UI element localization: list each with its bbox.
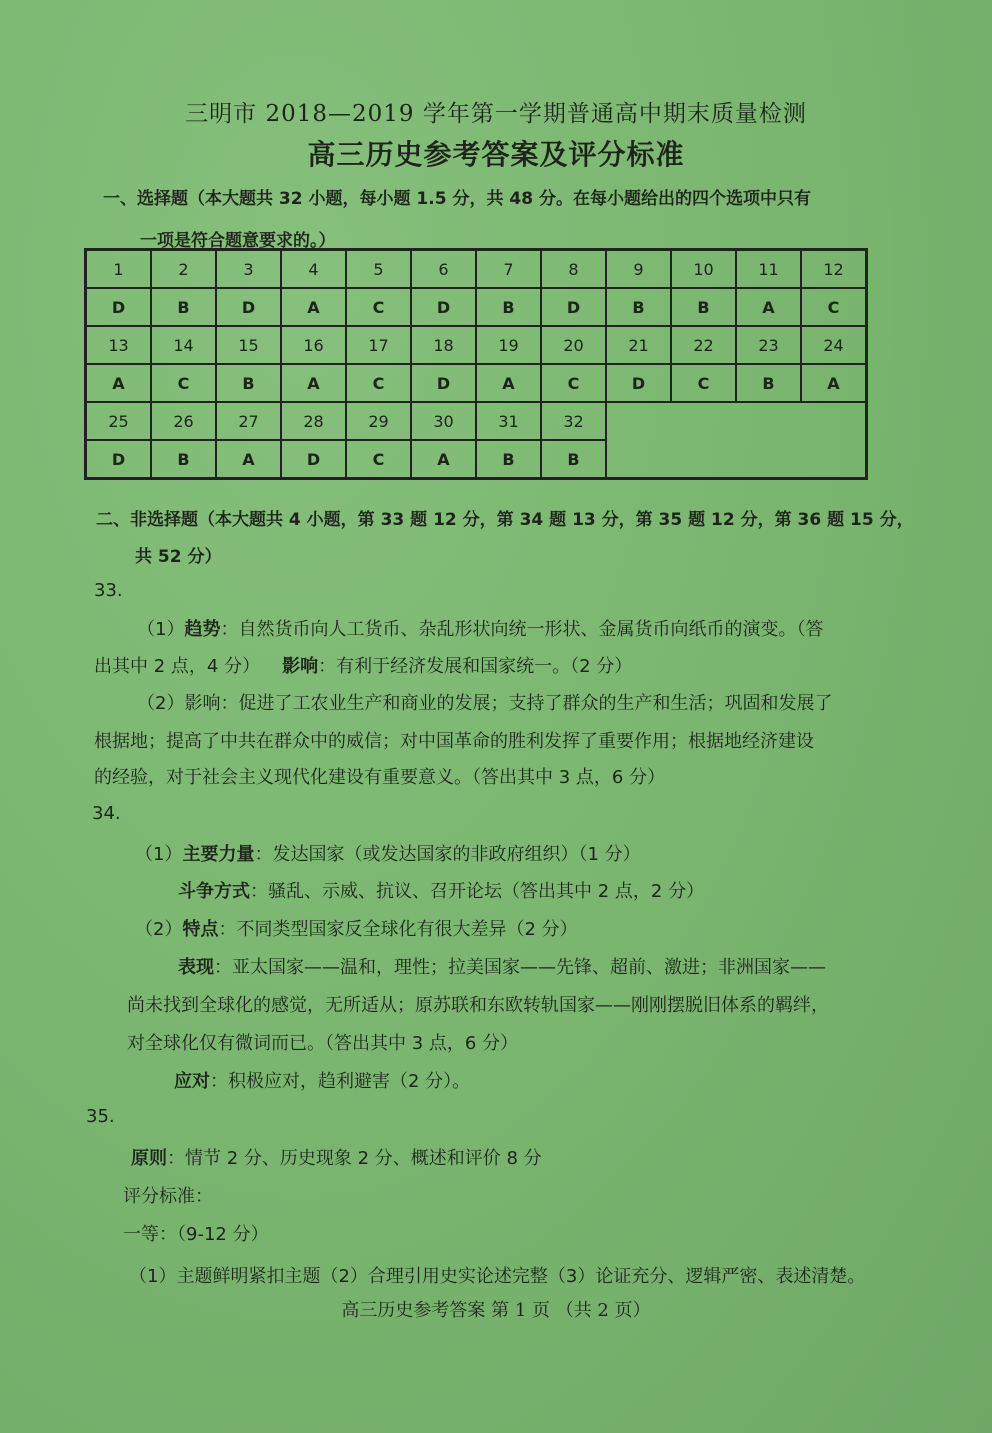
answer-letter-cell: C bbox=[541, 364, 606, 402]
answer-letter-cell: B bbox=[736, 364, 801, 402]
question-number-cell: 1 bbox=[86, 250, 152, 289]
q34-part2-prefix: （2） bbox=[135, 919, 183, 940]
q33-number: 33. bbox=[94, 580, 123, 601]
q33-part1-line1 bbox=[137, 615, 823, 641]
question-number-cell: 25 bbox=[86, 402, 152, 440]
answer-letter-cell: A bbox=[476, 364, 541, 402]
answer-letter-cell: B bbox=[476, 288, 541, 326]
answer-letter-cell: B bbox=[151, 288, 216, 326]
answer-number-row bbox=[86, 326, 867, 364]
q35-grade1-heading: 一等：（9-12 分） bbox=[123, 1224, 269, 1245]
q35-principle-text: ：情节 2 分、历史现象 2 分、概述和评价 8 分 bbox=[167, 1148, 542, 1169]
question-number-cell: 6 bbox=[411, 250, 476, 289]
answer-letter-cell: D bbox=[281, 440, 346, 479]
answer-letter-cell: C bbox=[346, 288, 411, 326]
answer-letter-cell: C bbox=[346, 440, 411, 479]
q33-part1-prefix: （1） bbox=[137, 619, 185, 640]
question-number-cell: 20 bbox=[541, 326, 606, 364]
question-number-cell: 26 bbox=[151, 402, 216, 440]
answer-letter-cell: B bbox=[606, 288, 671, 326]
question-number-cell: 21 bbox=[606, 326, 671, 364]
section2-heading-line1: 二、非选择题（本大题共 4 小题，第 33 题 12 分，第 34 题 13 分，第 35 题 12 分，第 36 题 15 分， bbox=[96, 510, 914, 530]
q35-number: 35. bbox=[86, 1106, 115, 1127]
q35-principle-label: 原则 bbox=[131, 1148, 167, 1169]
question-number-cell: 8 bbox=[541, 250, 606, 289]
answer-letter-cell: A bbox=[216, 440, 281, 479]
answer-letter-cell: D bbox=[86, 288, 152, 326]
q33-part2-line3: 的经验，对于社会主义现代化建设有重要意义。（答出其中 3 点，6 分） bbox=[94, 767, 666, 788]
page-footer: 高三历史参考答案 第 1 页 （共 2 页） bbox=[341, 1300, 651, 1321]
q34-performance-line1 bbox=[178, 953, 826, 979]
q34-struggle-text: ：骚乱、示威、抗议、召开论坛（答出其中 2 点，2 分） bbox=[250, 881, 705, 902]
question-number-cell: 10 bbox=[671, 250, 736, 289]
section1-heading-line2: 一项是符合题意要求的。） bbox=[140, 231, 336, 251]
empty-table-area bbox=[606, 402, 867, 479]
question-number-cell: 7 bbox=[476, 250, 541, 289]
q33-part1-line2 bbox=[94, 652, 632, 678]
answer-letter-cell: A bbox=[801, 364, 867, 402]
answer-table bbox=[84, 248, 868, 480]
answer-letter-cell: A bbox=[736, 288, 801, 326]
answer-letter-cell: B bbox=[216, 364, 281, 402]
question-number-cell: 19 bbox=[476, 326, 541, 364]
question-number-cell: 3 bbox=[216, 250, 281, 289]
answer-letter-cell: A bbox=[86, 364, 152, 402]
exam-title: 三明市 2018—2019 学年第一学期普通高中期末质量检测 bbox=[185, 101, 807, 127]
answer-letter-cell: D bbox=[216, 288, 281, 326]
answer-letter-cell: C bbox=[346, 364, 411, 402]
q34-performance-text1: ：亚太国家——温和，理性；拉美国家——先锋、超前、激进；非洲国家—— bbox=[214, 957, 826, 978]
q34-performance-line2: 尚未找到全球化的感觉，无所适从；原苏联和东欧转轨国家——刚刚摆脱旧体系的羁绊， bbox=[127, 995, 829, 1016]
q33-trend-label: 趋势 bbox=[184, 619, 221, 640]
q33-part2-line1: （2）影响：促进了工农业生产和商业的发展；支持了群众的生产和生活；巩固和发展了 bbox=[137, 693, 833, 714]
q34-part2-line1 bbox=[135, 915, 578, 941]
q34-struggle-label: 斗争方式 bbox=[178, 881, 250, 902]
q33-impact-text: ：有利于经济发展和国家统一。（2 分） bbox=[318, 656, 633, 677]
q34-part1-prefix: （1） bbox=[135, 844, 183, 865]
question-number-cell: 2 bbox=[151, 250, 216, 289]
answer-number-row bbox=[86, 250, 867, 289]
answer-letter-cell: D bbox=[411, 364, 476, 402]
question-number-cell: 13 bbox=[86, 326, 152, 364]
q34-part1-line1 bbox=[135, 840, 641, 866]
question-number-cell: 4 bbox=[281, 250, 346, 289]
answer-letter-cell: B bbox=[671, 288, 736, 326]
question-number-cell: 17 bbox=[346, 326, 411, 364]
answer-letter-cell: B bbox=[541, 440, 606, 479]
q33-trend-text: ：自然货币向人工货币、杂乱形状向统一形状、金属货币向纸币的演变。（答 bbox=[220, 619, 824, 640]
question-number-cell: 32 bbox=[541, 402, 606, 440]
q33-impact-label: 影响 bbox=[282, 656, 319, 677]
q34-main-force-label: 主要力量 bbox=[182, 844, 255, 865]
question-number-cell: 22 bbox=[671, 326, 736, 364]
q34-response-text: ：积极应对，趋利避害（2 分）。 bbox=[210, 1071, 471, 1092]
answer-number-row bbox=[86, 402, 867, 440]
answer-letter-cell: C bbox=[671, 364, 736, 402]
question-number-cell: 5 bbox=[346, 250, 411, 289]
answer-letter-cell: A bbox=[411, 440, 476, 479]
q34-feature-text: ：不同类型国家反全球化有很大差异（2 分） bbox=[218, 919, 578, 940]
document-title: 高三历史参考答案及评分标准 bbox=[307, 138, 685, 171]
answer-letter-cell: A bbox=[281, 288, 346, 326]
answer-letter-cell: A bbox=[281, 364, 346, 402]
q35-principle-line bbox=[131, 1144, 542, 1170]
question-number-cell: 18 bbox=[411, 326, 476, 364]
question-number-cell: 15 bbox=[216, 326, 281, 364]
question-number-cell: 31 bbox=[476, 402, 541, 440]
question-number-cell: 9 bbox=[606, 250, 671, 289]
q35-criteria-heading: 评分标准： bbox=[123, 1186, 213, 1207]
question-number-cell: 14 bbox=[151, 326, 216, 364]
question-number-cell: 29 bbox=[346, 402, 411, 440]
q34-response-label: 应对 bbox=[174, 1071, 210, 1092]
answer-letter-cell: C bbox=[151, 364, 216, 402]
q33-part2-line2: 根据地；提高了中共在群众中的威信；对中国革命的胜利发挥了重要作用；根据地经济建设 bbox=[94, 731, 814, 752]
q34-feature-label: 特点 bbox=[182, 919, 219, 940]
q34-main-force-text: ：发达国家（或发达国家的非政府组织）（1 分） bbox=[254, 844, 641, 865]
q34-performance-label: 表现 bbox=[178, 957, 214, 978]
section1-heading-line1: 一、选择题（本大题共 32 小题，每小题 1.5 分，共 48 分。在每小题给出的四个选项中只有 bbox=[103, 189, 811, 209]
answer-letter-cell: B bbox=[151, 440, 216, 479]
section2-heading-line2: 共 52 分） bbox=[135, 547, 222, 567]
q34-performance-line3: 对全球化仅有微词而已。（答出其中 3 点，6 分） bbox=[127, 1033, 519, 1054]
answer-letter-row bbox=[86, 288, 867, 326]
question-number-cell: 30 bbox=[411, 402, 476, 440]
answer-letter-row bbox=[86, 364, 867, 402]
q33-part1-score: 出其中 2 点，4 分） bbox=[94, 656, 261, 677]
question-number-cell: 27 bbox=[216, 402, 281, 440]
answer-letter-cell: D bbox=[541, 288, 606, 326]
q34-response-line bbox=[174, 1067, 470, 1093]
answer-letter-cell: B bbox=[476, 440, 541, 479]
question-number-cell: 28 bbox=[281, 402, 346, 440]
question-number-cell: 11 bbox=[736, 250, 801, 289]
answer-letter-cell: C bbox=[801, 288, 867, 326]
q34-part1-line2 bbox=[178, 877, 704, 903]
q34-number: 34. bbox=[92, 803, 121, 824]
question-number-cell: 12 bbox=[801, 250, 867, 289]
answer-letter-cell: D bbox=[411, 288, 476, 326]
question-number-cell: 16 bbox=[281, 326, 346, 364]
answer-letter-cell: D bbox=[86, 440, 152, 479]
question-number-cell: 23 bbox=[736, 326, 801, 364]
q35-grade1-criteria: （1）主题鲜明紧扣主题（2）合理引用史实论述完整（3）论证充分、逻辑严密、表述清楚。 bbox=[129, 1266, 866, 1287]
question-number-cell: 24 bbox=[801, 326, 867, 364]
answer-letter-cell: D bbox=[606, 364, 671, 402]
